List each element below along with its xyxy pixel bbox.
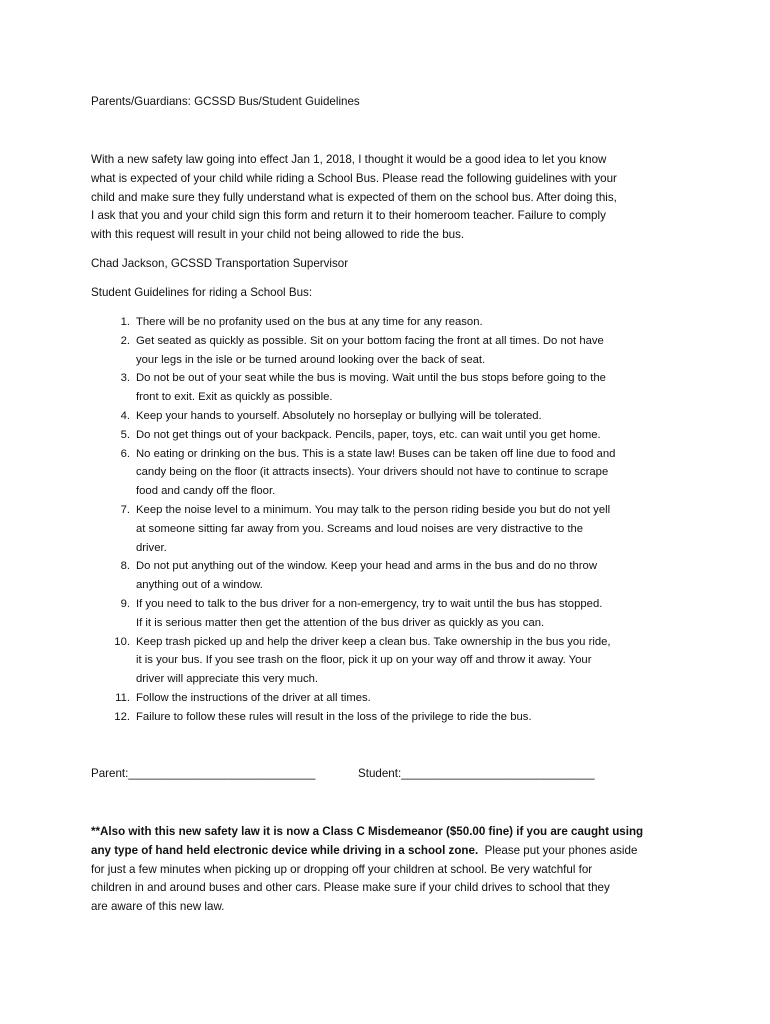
guidelines-title: Student Guidelines for riding a School Bus: (91, 286, 313, 299)
guideline-item (108, 708, 698, 727)
guideline-text: Keep the noise level to a minimum. You may talk to the person riding beside you but do not yell (136, 503, 611, 516)
guideline-text: Do not put anything out of the window. Keep your head and arms in the bus and do no throw (136, 560, 597, 573)
intro-line: With a new safety law going into effect Jan 1, 2018, I thought it would be a good idea to let you know (91, 153, 607, 166)
guideline-number: 3. (120, 372, 130, 385)
guideline-text: There will be no profanity used on the bus at any time for any reason. (136, 316, 483, 328)
guideline-item (108, 501, 698, 557)
guideline-text: Keep your hands to yourself. Absolutely no horseplay or bullying will be tolerated. (136, 409, 542, 422)
intro-line: child and make sure they fully understand what is expected of them on the school bus. After doing this, (91, 190, 617, 204)
guideline-item (108, 689, 698, 708)
guideline-number: 5. (120, 428, 130, 441)
document-heading: Parents/Guardians: GCSSD Bus/Student Guidelines (91, 95, 360, 108)
supervisor-signature: Chad Jackson, GCSSD Transportation Supervisor (91, 257, 349, 270)
guideline-item (108, 557, 698, 595)
guideline-text: If it is serious matter then get the attention of the bus driver as quickly as you can. (136, 616, 545, 629)
guideline-text: Failure to follow these rules will result in the loss of the privilege to ride the bus. (136, 710, 532, 723)
guideline-number: 6. (120, 447, 130, 460)
guideline-item (108, 426, 698, 445)
guideline-number: 4. (120, 409, 130, 422)
guideline-text: Do not be out of your seat while the bus is moving. Wait until the bus stops before going to the (136, 372, 606, 385)
student-signature-line: Student:______________________________ (358, 767, 595, 780)
note-line: children in and around buses and other cars. Please make sure if your child drives to school that they (91, 881, 610, 895)
guideline-text: Get seated as quickly as possible. Sit on your bottom facing the front at all times. Do not have (136, 334, 604, 347)
guideline-number: 11. (115, 691, 130, 704)
note-mixed-line (91, 842, 683, 861)
note-text: Please put your phones aside (478, 843, 638, 857)
note-bold-line: **Also with this new safety law it is now a Class C Misdemeanor ($50.00 fine) if you are caught using (91, 825, 644, 838)
guideline-item (108, 595, 698, 633)
guideline-text: driver will appreciate this very much. (136, 673, 319, 686)
guideline-number: 9. (120, 597, 130, 610)
guideline-text: anything out of a window. (136, 579, 263, 592)
guideline-item (108, 633, 698, 689)
note-line: for just a few minutes when picking up or dropping off your children at school. Be very watchful for (91, 862, 593, 876)
guideline-number: 12. (114, 710, 130, 723)
guideline-text: No eating or drinking on the bus. This is a state law! Buses can be taken off line due to food and (136, 447, 616, 460)
guideline-number: 8. (120, 560, 130, 573)
intro-line: with this request will result in your child not being allowed to ride the bus. (91, 228, 465, 242)
guideline-item (108, 407, 698, 426)
guideline-number: 1. (120, 316, 130, 328)
guideline-text: Keep trash picked up and help the driver keep a clean bus. Take ownership in the bus you ride, (136, 635, 611, 648)
guideline-text: candy being on the floor (it attracts insects). Your drivers should not have to continue to scrape (136, 466, 609, 479)
guideline-text: driver. (136, 541, 167, 554)
intro-line: what is expected of your child while riding a School Bus. Please read the following guidelines with your (91, 171, 617, 185)
guideline-number: 10. (114, 635, 130, 648)
guideline-text: your legs in the isle or be turned around looking over the back of seat. (136, 353, 486, 366)
guideline-text: If you need to talk to the bus driver for a non-emergency, try to wait until the bus has stopped. (136, 597, 603, 610)
guideline-text: Follow the instructions of the driver at all times. (136, 691, 371, 704)
guideline-text: front to exit. Exit as quickly as possible. (136, 391, 333, 404)
guideline-item (108, 369, 698, 407)
guideline-text: Do not get things out of your backpack. Pencils, paper, toys, etc. can wait until you get home. (136, 428, 601, 441)
guideline-text: at someone sitting far away from you. Screams and loud noises are very distractive to the (136, 522, 584, 535)
safety-law-note (91, 823, 683, 917)
guideline-item (108, 332, 698, 370)
guidelines-list (108, 313, 698, 727)
parent-signature-line: Parent:_____________________________ (91, 767, 316, 780)
guideline-item (108, 445, 698, 501)
guideline-text: food and candy off the floor. (136, 485, 276, 498)
intro-line: I ask that you and your child sign this form and return it to their homeroom teacher. Failure to comply (91, 209, 606, 223)
guideline-number: 2. (120, 334, 130, 347)
note-line: are aware of this new law. (91, 900, 225, 914)
intro-paragraph (91, 151, 683, 245)
guideline-text: it is your bus. If you see trash on the floor, pick it up on your way off and throw it away. Your (136, 654, 592, 667)
note-bold-text: any type of hand held electronic device while driving in a school zone. (91, 843, 479, 857)
guideline-number: 7. (120, 503, 130, 516)
guideline-item (108, 313, 698, 332)
